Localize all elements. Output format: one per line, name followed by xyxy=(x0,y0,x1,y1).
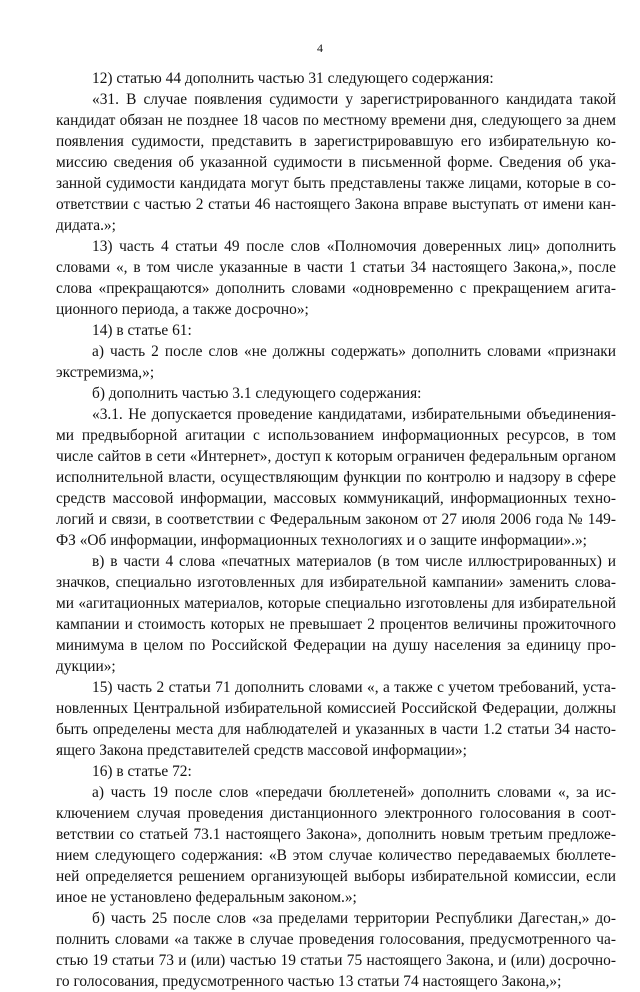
paragraph-14a: а) часть 2 после слов «не должны содержать» дополнить словами «признаки экстремизма,»; xyxy=(56,343,616,381)
page-number: 4 xyxy=(317,41,323,55)
paragraph-3-1-text: «3.1. Не допускается проведение кандидатами, избирательными объединения-ми предвыборной агитации с использованием информационных ресурсов, в том числе сайтов в сети «Интернет», доступ к которым ограничен федеральным органом исполнительной власти, осуществляющим функции по контролю и надзору в сфере средств массовой информации, массовых коммуникаций, информационных техно-логий и связи, в соответствии с Федеральным законом от 27 июля 2006 года № 149-ФЗ «Об информации, информационных технологиях и о защите информации».»; xyxy=(56,406,616,549)
paragraph-31-text: «31. В случае появления судимости у зарегистрированного кандидата такой кандидат обязан не позднее 18 часов по местному времени дня, следующего за днем появления судимости, представить в зарегистрировавшую его избирательную ко-миссию сведения об указанной судимости в письменной форме. Сведения об ука-занной судимости кандидата могут быть представлены также лицами, которые в со-ответствии с частью 2 статьи 46 настоящего Закона вправе выступать от имени кан-дидата.»; xyxy=(56,91,616,234)
paragraph-16b: б) часть 25 после слов «за пределами территории Республики Дагестан,» до-полнить словами «а также в случае проведения голосования, предусмотренного ча-стью 19 статьи 73 и (или) частью 19 статьи 75 настоящего Закона, и (или) досрочно-го голосования, предусмотренного частью 13 статьи 74 настоящего Закона,»; xyxy=(56,910,616,990)
paragraph-16: 16) в статье 72: xyxy=(92,763,192,780)
paragraph-16a: а) часть 19 после слов «передачи бюллетеней» дополнить словами «, за ис-ключением случая проведения дистанционного электронного голосования в соот-ветствии со статьей 73.1 настоящего Закона», дополнить новым третьим предложе-нием следующего содержания: «В этом случае количество передаваемых бюллете-ней определяется решением организующей выборы избирательной комиссии, если иное не установлено федеральным законом.»; xyxy=(56,784,616,906)
paragraph-14b: б) дополнить частью 3.1 следующего содержания: xyxy=(92,385,422,402)
paragraph-15: 15) часть 2 статьи 71 дополнить словами «, а также с учетом требований, уста-новленных Центральной избирательной комиссией Российской Федерации, должны быть определены места для наблюдателей и указанных в части 1.2 статьи 34 насто-ящего Закона представителей средств массовой информации»; xyxy=(56,679,616,759)
document-body xyxy=(56,68,616,992)
paragraph-14v: в) в части 4 слова «печатных материалов (в том числе иллюстрированных) и значков, специально изготовленных для избирательной кампании» заменить слова-ми «агитационных материалов, которые специально изготовлены для избирательной кампании и стоимость которых не превышает 2 процентов величины прожиточного минимума в целом по Российской Федерации на душу населения за единицу про-дукции»; xyxy=(56,553,616,675)
paragraph-14: 14) в статье 61: xyxy=(92,322,192,339)
paragraph-12: 12) статью 44 дополнить частью 31 следующего содержания: xyxy=(92,70,494,87)
paragraph-13: 13) часть 4 статьи 49 после слов «Полномочия доверенных лиц» дополнить словами «, в том числе указанные в части 1 статьи 34 настоящего Закона,», после слова «прекращаются» дополнить словами «одновременно с прекращением агита-ционного периода, а также досрочно»; xyxy=(56,238,616,318)
